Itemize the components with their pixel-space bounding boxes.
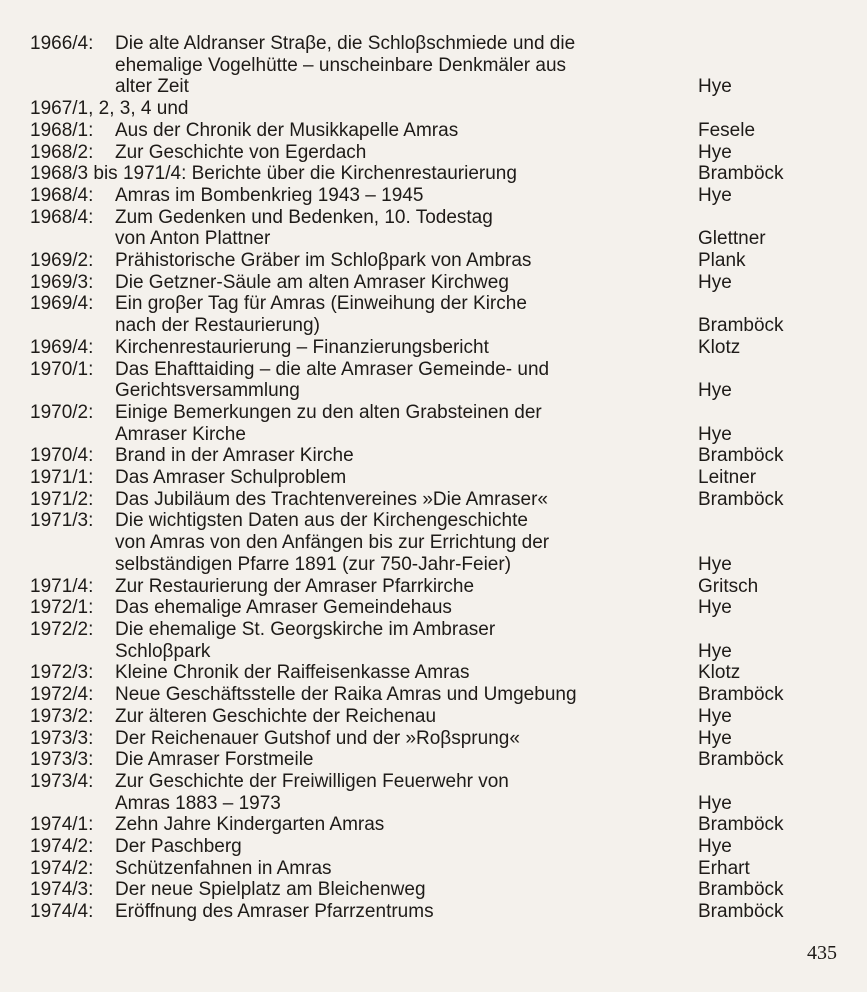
bibliography-entry — [30, 771, 840, 814]
entry-title — [115, 684, 698, 706]
entry-issue: 1971/4: — [30, 575, 94, 597]
bibliography-entry — [30, 836, 840, 858]
entry-issue: 1972/2: — [30, 618, 94, 640]
entry-issue: 1970/4: — [30, 445, 94, 467]
entry-title — [115, 120, 698, 142]
bibliography-entry — [30, 98, 840, 120]
entry-author: Hye — [698, 792, 732, 814]
entry-author: Hye — [698, 271, 732, 293]
entry-author: Hye — [698, 423, 732, 445]
entry-author: Bramböck — [698, 488, 784, 510]
entry-author: Plank — [698, 250, 746, 272]
entry-title-line: Neue Geschäftsstelle der Raika Amras und Umgebung — [115, 684, 577, 706]
entry-title — [115, 185, 698, 207]
entry-title-line: Kirchenrestaurierung – Finanzierungsbericht — [115, 336, 489, 358]
entry-issue: 1968/3 bis 1971/4: Berichte über die Kirchenrestaurierung — [30, 163, 517, 185]
entry-issue: 1969/2: — [30, 250, 94, 272]
entry-title — [115, 293, 698, 336]
bibliography-entry — [30, 684, 840, 706]
entry-title-line: Brand in der Amraser Kirche — [115, 445, 354, 467]
entry-title-line: Ein groβer Tag für Amras (Einweihung der Kirche — [115, 293, 527, 315]
bibliography-entry — [30, 728, 840, 750]
bibliography-entry — [30, 749, 840, 771]
entry-title-line: Die wichtigsten Daten aus der Kirchengeschichte — [115, 510, 528, 532]
bibliography-entry — [30, 207, 840, 250]
entry-title — [115, 597, 698, 619]
bibliography-entry — [30, 120, 840, 142]
entry-author: Bramböck — [698, 684, 784, 706]
entry-title — [115, 771, 698, 814]
entry-issue: 1971/3: — [30, 510, 94, 532]
entry-author: Klotz — [698, 336, 741, 358]
entry-title-line: Amras im Bombenkrieg 1943 – 1945 — [115, 184, 424, 206]
entry-title — [115, 207, 698, 250]
bibliography-entry — [30, 445, 840, 467]
entry-title — [115, 272, 698, 294]
entry-title — [115, 33, 698, 98]
bibliography-entry — [30, 858, 840, 880]
entry-author: Leitner — [698, 467, 757, 489]
entry-issue: 1974/4: — [30, 901, 94, 923]
entry-title — [115, 858, 698, 880]
entry-title — [115, 510, 698, 575]
entry-issue: 1973/3: — [30, 727, 94, 749]
entry-title-line: Schloβpark — [115, 640, 211, 662]
entry-title — [115, 728, 698, 750]
entry-author: Fesele — [698, 119, 756, 141]
entry-issue: 1972/4: — [30, 684, 94, 706]
entry-title-line: Der Reichenauer Gutshof und der »Roβsprung« — [115, 727, 520, 749]
entry-title — [115, 814, 698, 836]
entry-author: Hye — [698, 553, 732, 575]
entry-issue: 1970/1: — [30, 358, 94, 380]
entry-title-line: Der neue Spielplatz am Bleichenweg — [115, 879, 426, 901]
bibliography-entry — [30, 489, 840, 511]
bibliography-entry — [30, 510, 840, 575]
entry-title-line: Prähistorische Gräber im Schloβpark von Ambras — [115, 250, 532, 272]
entry-issue: 1969/4: — [30, 336, 94, 358]
entry-issue: 1968/4: — [30, 206, 94, 228]
entry-title-line: Die alte Aldranser Straβe, die Schloβschmiede und die — [115, 33, 576, 54]
bibliography-list — [30, 33, 840, 923]
bibliography-entry — [30, 901, 840, 923]
entry-author: Bramböck — [698, 445, 784, 467]
entry-author: Hye — [698, 705, 732, 727]
entry-title — [115, 836, 698, 858]
bibliography-entry — [30, 185, 840, 207]
entry-issue: 1972/3: — [30, 662, 94, 684]
entry-issue: 1973/4: — [30, 770, 94, 792]
entry-title-line: Zum Gedenken und Bedenken, 10. Todestag — [115, 206, 493, 228]
bibliography-entry — [30, 706, 840, 728]
entry-issue: 1967/1, 2, 3, 4 und — [30, 98, 189, 120]
entry-issue: 1968/2: — [30, 141, 94, 163]
entry-author: Bramböck — [698, 814, 784, 836]
entry-issue: 1972/1: — [30, 597, 94, 619]
entry-title — [115, 749, 698, 771]
entry-issue: 1974/1: — [30, 814, 94, 836]
bibliography-entry — [30, 814, 840, 836]
bibliography-entry — [30, 272, 840, 294]
entry-title-line: Schützenfahnen in Amras — [115, 857, 332, 879]
bibliography-entry — [30, 33, 840, 98]
entry-author: Hye — [698, 640, 732, 662]
bibliography-entry — [30, 359, 840, 402]
entry-author: Hye — [698, 141, 732, 163]
bibliography-entry — [30, 337, 840, 359]
bibliography-entry — [30, 662, 840, 684]
entry-title-line: Das Ehafttaiding – die alte Amraser Gemeinde- und — [115, 358, 550, 380]
entry-title — [115, 402, 698, 445]
entry-issue: 1968/4: — [30, 184, 94, 206]
entry-title-line: Amraser Kirche — [115, 423, 246, 445]
entry-author: Bramböck — [698, 901, 784, 923]
entry-title-line: ehemalige Vogelhütte – unscheinbare Denkmäler aus — [115, 54, 567, 76]
entry-author: Erhart — [698, 857, 750, 879]
entry-author: Gritsch — [698, 575, 759, 597]
entry-issue: 1974/2: — [30, 857, 94, 879]
entry-title — [115, 359, 698, 402]
entry-author: Glettner — [698, 228, 766, 250]
entry-author: Bramböck — [698, 163, 784, 185]
entry-issue: 1974/2: — [30, 836, 94, 858]
entry-title-line: Gerichtsversammlung — [115, 380, 300, 402]
entry-author: Klotz — [698, 662, 741, 684]
entry-author: Bramböck — [698, 315, 784, 337]
entry-author: Bramböck — [698, 749, 784, 771]
entry-title — [115, 489, 698, 511]
entry-author: Bramböck — [698, 879, 784, 901]
entry-title — [115, 879, 698, 901]
entry-title-line: Das Jubiläum des Trachtenvereines »Die Amraser« — [115, 488, 548, 510]
entry-title-line: alter Zeit — [115, 76, 189, 98]
entry-title-line: Die Getzner-Säule am alten Amraser Kirchweg — [115, 271, 509, 293]
entry-issue: 1971/1: — [30, 467, 94, 489]
entry-author: Hye — [698, 597, 732, 619]
entry-issue: 1974/3: — [30, 879, 94, 901]
entry-title — [115, 662, 698, 684]
entry-title — [115, 619, 698, 662]
entry-issue: 1969/3: — [30, 271, 94, 293]
entry-title-line: Das ehemalige Amraser Gemeindehaus — [115, 597, 452, 619]
entry-title-line: Einige Bemerkungen zu den alten Grabsteinen der — [115, 401, 542, 423]
entry-author: Hye — [698, 184, 732, 206]
entry-title-line: Zur Geschichte von Egerdach — [115, 141, 367, 163]
entry-title-line: Zur älteren Geschichte der Reichenau — [115, 705, 437, 727]
entry-title — [115, 445, 698, 467]
entry-title-line: Amras 1883 – 1973 — [115, 792, 281, 814]
entry-title — [115, 250, 698, 272]
entry-issue: 1971/2: — [30, 488, 94, 510]
bibliography-entry — [30, 597, 840, 619]
page-number: 435 — [807, 942, 837, 964]
bibliography-entry — [30, 402, 840, 445]
bibliography-entry — [30, 142, 840, 164]
entry-author: Hye — [698, 836, 732, 858]
entry-author: Hye — [698, 380, 732, 402]
bibliography-entry — [30, 250, 840, 272]
entry-title — [115, 142, 698, 164]
entry-title — [115, 467, 698, 489]
entry-title-line: Zehn Jahre Kindergarten Amras — [115, 814, 385, 836]
bibliography-entry — [30, 619, 840, 662]
entry-title-line: Kleine Chronik der Raiffeisenkasse Amras — [115, 662, 470, 684]
entry-title-line: von Amras von den Anfängen bis zur Errichtung der — [115, 532, 550, 554]
bibliography-entry — [30, 576, 840, 598]
entry-title-line: Die Amraser Forstmeile — [115, 749, 314, 771]
entry-title-line: Der Paschberg — [115, 836, 242, 858]
entry-issue: 1969/4: — [30, 293, 94, 315]
entry-title-line: selbständigen Pfarre 1891 (zur 750-Jahr-Feier) — [115, 553, 512, 575]
entry-title-line: Das Amraser Schulproblem — [115, 467, 347, 489]
bibliography-entry — [30, 879, 840, 901]
entry-issue: 1973/2: — [30, 705, 94, 727]
entry-issue: 1970/2: — [30, 401, 94, 423]
entry-title-line: von Anton Plattner — [115, 228, 271, 250]
entry-title — [115, 337, 698, 359]
entry-issue: 1966/4: — [30, 33, 94, 54]
entry-title-line: Zur Geschichte der Freiwilligen Feuerwehr von — [115, 770, 509, 792]
entry-author: Hye — [698, 727, 732, 749]
entry-title — [115, 576, 698, 598]
entry-title-line: Aus der Chronik der Musikkapelle Amras — [115, 119, 459, 141]
bibliography-entry — [30, 467, 840, 489]
entry-author: Hye — [698, 76, 732, 98]
entry-issue: 1973/3: — [30, 749, 94, 771]
entry-title-line: nach der Restaurierung) — [115, 315, 320, 337]
entry-title — [115, 706, 698, 728]
entry-issue: 1968/1: — [30, 119, 94, 141]
bibliography-entry — [30, 293, 840, 336]
entry-title-line: Zur Restaurierung der Amraser Pfarrkirche — [115, 575, 475, 597]
bibliography-entry — [30, 163, 840, 185]
entry-title-line: Eröffnung des Amraser Pfarrzentrums — [115, 901, 434, 923]
entry-title-line: Die ehemalige St. Georgskirche im Ambraser — [115, 618, 496, 640]
entry-title — [115, 901, 698, 923]
